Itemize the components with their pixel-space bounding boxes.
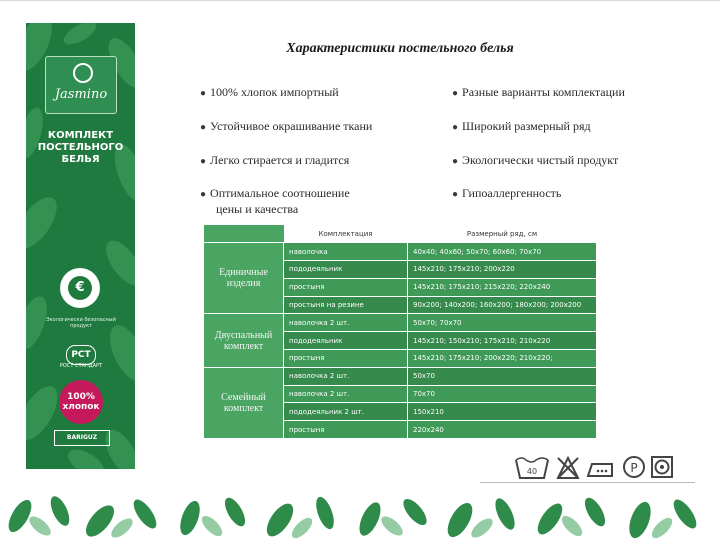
feature-text: Легко стирается и гладится: [210, 153, 350, 167]
table-cell-item: простыня: [284, 350, 408, 368]
table-cell-sizes: 90х200; 140х200; 160х200; 180х200; 200х200: [408, 296, 597, 314]
table-cell-item: пододеяльник: [284, 261, 408, 279]
feature-item: [200, 85, 339, 101]
feature-text: Оптимальное соотношение: [210, 186, 350, 200]
no-bleach-icon: [558, 458, 578, 478]
table-header-spacer: [204, 225, 284, 243]
certification-caption: РОСТ СТАНДАРТ: [59, 363, 103, 369]
bullet-icon: ●: [452, 156, 459, 167]
feature-text: Широкий размерный ряд: [462, 119, 591, 133]
bullet-icon: ●: [452, 88, 459, 99]
feature-item: [452, 153, 618, 169]
bullet-icon: ●: [452, 189, 459, 200]
table-cell-item: пододеяльник: [284, 332, 408, 350]
package-title-line: БЕЛЬЯ: [61, 154, 100, 165]
table-row: [204, 243, 597, 261]
table-cell-item: простыня: [284, 278, 408, 296]
eco-badge-icon: [60, 268, 100, 308]
table-cell-item: пододеяльник 2 шт.: [284, 403, 408, 421]
feature-text: Экологически чистый продукт: [462, 153, 619, 167]
table-header-row: [204, 225, 597, 243]
table-cell-sizes: 145х210; 150х210; 175х210; 210х220: [408, 332, 597, 350]
size-table: [203, 225, 597, 439]
tumble-dry-icon: [652, 457, 672, 477]
cotton-percent: 100%: [67, 392, 95, 402]
package-title-line: ПОСТЕЛЬНОГО: [37, 142, 124, 153]
care-divider: [480, 482, 695, 483]
table-cell-sizes: 40х40; 40х60; 50х70; 60х60; 70х70: [408, 243, 597, 261]
table-cell-item: наволочка 2 шт.: [284, 367, 408, 385]
feature-text: цены и качества: [216, 202, 299, 216]
group-label-line: комплект: [223, 340, 264, 352]
iron-icon: [588, 464, 612, 476]
group-label: [204, 367, 284, 438]
table-cell-item: простыня на резине: [284, 296, 408, 314]
table-cell-item: наволочка: [284, 243, 408, 261]
table-header: Размерный ряд, см: [408, 225, 597, 243]
secondary-brand: BARIGUZ: [54, 430, 110, 446]
feature-item: [200, 119, 372, 135]
group-label: [204, 243, 284, 314]
table-cell-sizes: 150х210: [408, 403, 597, 421]
package-title-line: КОМПЛЕКТ: [47, 130, 114, 141]
table-cell-item: простыня: [284, 421, 408, 439]
bullet-icon: ●: [200, 156, 207, 167]
group-label: [204, 314, 284, 367]
group-label-line: Единичные: [219, 267, 268, 279]
table-header: Комплектация: [284, 225, 408, 243]
table-cell-sizes: 220х240: [408, 421, 597, 439]
product-package: [26, 23, 135, 469]
table-cell-sizes: 50х70: [408, 367, 597, 385]
feature-item: [452, 119, 591, 135]
flower-icon: [73, 63, 93, 83]
group-label-line: комплект: [223, 402, 264, 414]
bullet-icon: ●: [200, 189, 207, 200]
feature-text: Гипоаллергенность: [462, 186, 562, 200]
feature-text: 100% хлопок импортный: [210, 85, 339, 99]
wash-40-icon: [516, 458, 548, 478]
table-cell-item: наволочка 2 шт.: [284, 385, 408, 403]
leaf-border: [0, 486, 720, 540]
package-title: [30, 130, 131, 166]
feature-text: Разные варианты комплектации: [462, 85, 625, 99]
bullet-icon: ●: [452, 122, 459, 133]
bullet-icon: ●: [200, 88, 207, 99]
eco-badge-symbol: €: [68, 276, 92, 300]
logo-text: Jasmino: [54, 87, 108, 102]
group-label-line: изделия: [226, 278, 261, 290]
group-label-line: Двуспальный: [214, 329, 273, 341]
table-cell-item: наволочка 2 шт.: [284, 314, 408, 332]
dry-clean-p-icon: [624, 457, 644, 477]
table-cell-sizes: 50х70; 70х70: [408, 314, 597, 332]
cotton-badge: [59, 380, 103, 424]
feature-item: [200, 186, 350, 216]
table-row: [204, 367, 597, 385]
table-cell-sizes: 145х210; 175х210; 200х220; 210х220;: [408, 350, 597, 368]
feature-text: Устойчивое окрашивание ткани: [210, 119, 373, 133]
eco-caption: Экологически безопасный продукт: [46, 317, 116, 329]
feature-item: [200, 153, 349, 169]
table-cell-sizes: 70х70: [408, 385, 597, 403]
certification-mark-icon: РСТ: [66, 345, 96, 365]
dry-clean-letter: P: [630, 461, 638, 475]
page-title: Характеристики постельного белья: [286, 41, 514, 56]
feature-item: [452, 186, 561, 202]
care-symbols: [512, 452, 678, 482]
table-cell-sizes: 145х210; 175х210; 200х220: [408, 261, 597, 279]
table-cell-sizes: 145х210; 175х210; 215х220; 220х240: [408, 278, 597, 296]
wash-temp-label: 40: [526, 467, 538, 476]
cotton-label: хлопок: [62, 402, 100, 412]
brand-logo: [45, 56, 117, 114]
feature-item: [452, 85, 625, 101]
table-row: [204, 314, 597, 332]
bullet-icon: ●: [200, 122, 207, 133]
group-label-line: Семейный: [221, 391, 266, 403]
